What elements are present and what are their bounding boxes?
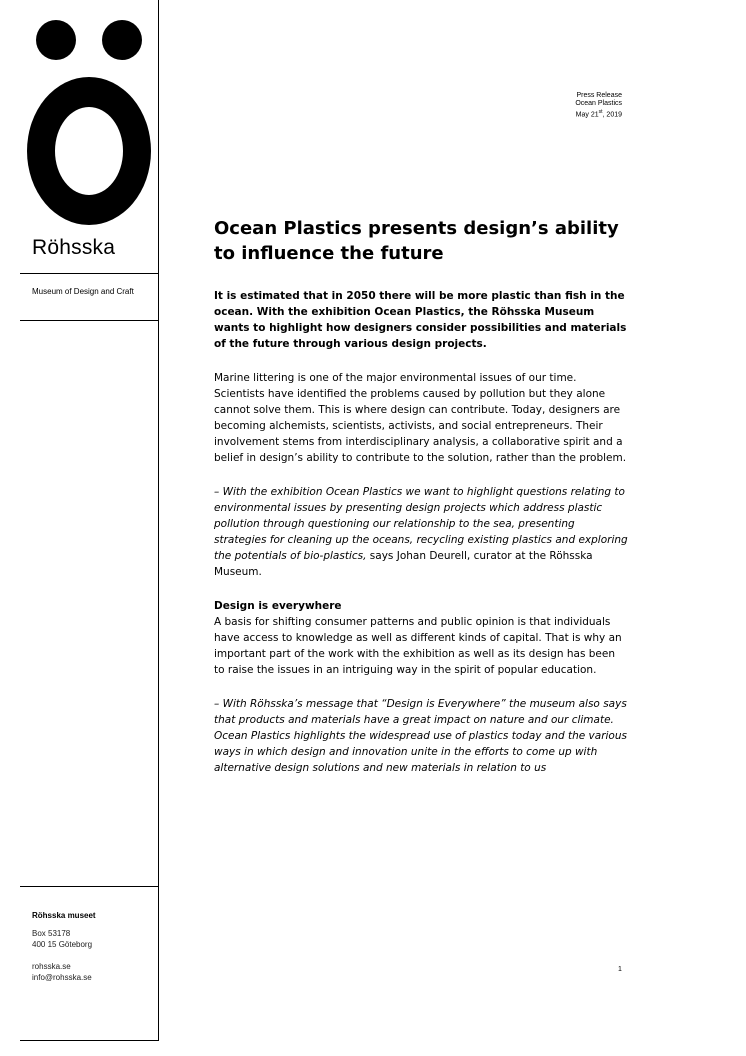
quote-attribution: says Johan Deurell, curator at the Röhsska Museum.	[214, 550, 593, 578]
page-number: 1	[618, 966, 622, 973]
tagline: Museum of Design and Craft	[32, 287, 134, 296]
divider	[20, 886, 158, 887]
contact-box: Box 53178	[32, 929, 71, 938]
paragraph-1: Marine littering is one of the major environmental issues of our time. Scientists have identified the problems caused by pollution but they alone cannot solve them. This is where design can contribute. Today, designers are becoming alchemists, scientists, activists, and social entrepreneurs. Their involvement stems from interdisciplinary analysis, a collaborative spirit and a belief in design’s ability to contribute to the solution, rather than the problem.	[214, 372, 627, 464]
contact-email-link[interactable]: info@rohsska.se	[32, 973, 92, 982]
contact-web-link[interactable]: rohsska.se	[32, 962, 71, 971]
article-body	[214, 216, 628, 794]
sidebar	[20, 0, 159, 1041]
paragraph-2-text: A basis for shifting consumer patterns and public opinion is that individuals have access to knowledge as well as different kinds of capital. That is why an important part of the work with the exhibition as well as its design has been to raise the issues in an intriguing way in the spirit of popular education.	[214, 616, 622, 676]
contact-city: 400 15 Göteborg	[32, 940, 93, 949]
divider	[20, 320, 158, 321]
contact-block	[32, 910, 156, 983]
page-title: Ocean Plastics presents design’s ability to influence the future	[214, 218, 619, 264]
quote-paragraph-2: – With Röhsska’s message that “Design is Everywhere” the museum also says that products and materials have a great impact on nature and our climate. Ocean Plastics highlights the widespread use of plastics today and the various ways in which design and innovation unite in the efforts to come up with alternative design solutions and new materials in relation to us	[214, 698, 627, 774]
divider	[20, 273, 158, 274]
doc-type: Press Release	[576, 92, 622, 99]
contact-org: Röhsska museet	[32, 911, 96, 920]
release-date: May 21st, 2019	[575, 109, 622, 119]
quote-text: – With the exhibition Ocean Plastics we want to highlight questions relating to environmental issues by presenting design projects which address plastic pollution through questioning our relationship to the sea, presenting strategies for cleaning up the oceans, recycling existing plastics and exploring the potentials of bio-plastics,	[214, 486, 628, 562]
lead-paragraph: It is estimated that in 2050 there will be more plastic than fish in the ocean. With the exhibition Ocean Plastics, the Röhsska Museum wants to highlight how designers consider possibilities and materials of the future through various design projects.	[214, 290, 627, 350]
project-name: Ocean Plastics	[575, 100, 622, 107]
brand-name: Röhsska	[32, 236, 116, 259]
quote-paragraph-1	[214, 484, 628, 580]
section-heading: Design is everywhere	[214, 600, 342, 612]
rohsska-logo-icon	[20, 0, 158, 230]
paragraph-2	[214, 598, 628, 678]
document-meta	[575, 92, 622, 119]
